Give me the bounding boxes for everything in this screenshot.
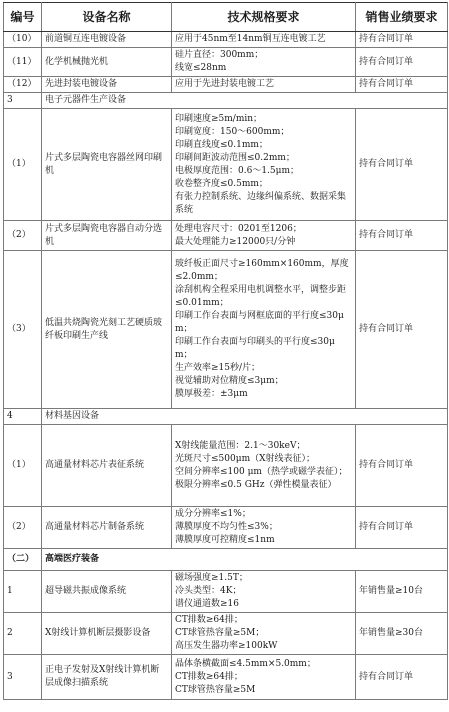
technical-spec <box>172 571 356 613</box>
sales-requirement: 持有合同订单 <box>356 221 448 251</box>
spec-line: 磁场强度≥1.5T； <box>175 573 248 583</box>
table-row <box>4 507 448 549</box>
spec-line: 应用于45nm至14nm铜互连电镀工艺 <box>175 34 326 44</box>
subsection-number: 4 <box>4 409 42 425</box>
spec-line: 谱仪通道数≥16 <box>175 599 239 609</box>
spec-line: 涂刮机构全程采用电机调整水平，调整步距≤0.01mm； <box>175 285 347 308</box>
subsection-title: 电子元器件生产设备 <box>42 93 448 109</box>
technical-spec <box>172 425 356 507</box>
row-number: （10） <box>4 32 42 48</box>
equipment-name: X射线计算机断层摄影设备 <box>42 613 172 655</box>
header-technical-spec: 技术规格要求 <box>172 3 356 32</box>
spec-line: CT排数≥64排； <box>175 615 243 625</box>
table-row <box>4 32 448 48</box>
spec-line: 有张力控制系统、边缘纠偏系统、数据采集系统 <box>175 191 347 215</box>
technical-spec <box>172 109 356 221</box>
row-number: 2 <box>4 613 42 655</box>
technical-spec <box>172 77 356 93</box>
table-row <box>4 613 448 655</box>
spec-line: 高压发生器功率≥100kW <box>175 641 278 651</box>
subsection-header-row <box>4 93 448 109</box>
table-row <box>4 425 448 507</box>
spec-line: 膜厚极差：±3μm <box>175 389 248 399</box>
row-number: （1） <box>4 109 42 221</box>
spec-line: 光斑尺寸≤500μm（X射线表征）； <box>175 453 316 464</box>
table-row <box>4 571 448 613</box>
spec-line: 印刷间距波动范围≤0.2mm； <box>175 152 295 163</box>
equipment-name: 高通量材料芯片表征系统 <box>42 425 172 507</box>
sales-requirement: 持有合同订单 <box>356 32 448 48</box>
spec-line: 生产效率≥15秒/片； <box>175 363 261 373</box>
sales-requirement: 年销售量≥10台 <box>356 571 448 613</box>
technical-spec <box>172 655 356 700</box>
section-number: （二） <box>4 549 42 571</box>
sales-requirement: 持有合同订单 <box>356 77 448 93</box>
technical-spec <box>172 507 356 549</box>
table-row <box>4 251 448 409</box>
sales-requirement: 年销售量≥30台 <box>356 613 448 655</box>
subsection-title: 材料基因设备 <box>42 409 448 425</box>
row-number: （2） <box>4 507 42 549</box>
table-header-row <box>4 3 448 32</box>
spec-line: 薄膜厚度可控精度≤1nm <box>175 535 275 545</box>
spec-line: 冷头类型：4K； <box>175 586 242 596</box>
header-sales-requirement: 销售业绩要求 <box>356 3 448 32</box>
spec-line: X射线能量范围：2.1～30keV； <box>175 440 306 451</box>
sales-requirement: 持有合同订单 <box>356 251 448 409</box>
row-number: （12） <box>4 77 42 93</box>
spec-line: 印刷宽度：150～600mm； <box>175 126 290 137</box>
subsection-header-row <box>4 409 448 425</box>
sales-requirement: 持有合同订单 <box>356 425 448 507</box>
spec-line: 最大处理能力≥12000只/分钟 <box>175 236 296 247</box>
equipment-name: 正电子发射及X射线计算机断层成像扫描系统 <box>42 655 172 700</box>
equipment-spec-table <box>3 2 448 700</box>
equipment-name: 高通量材料芯片制备系统 <box>42 507 172 549</box>
spec-line: 线宽≤28nm <box>175 63 227 73</box>
row-number: （1） <box>4 425 42 507</box>
row-number: （11） <box>4 48 42 77</box>
spec-line: 处理电容尺寸：0201至1206； <box>175 223 302 234</box>
spec-line: 印刷速度≥5m/min； <box>175 113 263 124</box>
sales-requirement: 持有合同订单 <box>356 655 448 700</box>
table-body <box>4 32 448 700</box>
table-row <box>4 48 448 77</box>
technical-spec <box>172 613 356 655</box>
table-row <box>4 655 448 700</box>
row-number: （2） <box>4 221 42 251</box>
spec-line: 印刷工作台表面与印刷头的平行度≤30μm； <box>175 337 335 360</box>
sales-requirement: 持有合同订单 <box>356 109 448 221</box>
equipment-name: 片式多层陶瓷电容器自动分选机 <box>42 221 172 251</box>
spec-line: 印刷工作台表面与网框底面的平行度≤30μm； <box>175 311 344 334</box>
row-number: 3 <box>4 655 42 700</box>
table-row <box>4 77 448 93</box>
header-number: 编号 <box>4 3 42 32</box>
spec-line: 晶体条横截面≤4.5mm×5.0mm； <box>175 658 316 669</box>
sales-requirement: 持有合同订单 <box>356 48 448 77</box>
spec-line: 成分分辨率≤1%； <box>175 509 251 519</box>
equipment-name: 片式多层陶瓷电容器丝网印刷机 <box>42 109 172 221</box>
technical-spec <box>172 251 356 409</box>
equipment-name: 低温共烧陶瓷光刻工艺硬质玻纤板印刷生产线 <box>42 251 172 409</box>
spec-line: 电极厚度范围：0.6～1.5μm； <box>175 165 300 176</box>
spec-line: CT球管热容量≥5M； <box>175 628 265 638</box>
row-number: （3） <box>4 251 42 409</box>
spec-line: 印刷直线度≤0.1mm； <box>175 139 268 150</box>
row-number: 1 <box>4 571 42 613</box>
table-row <box>4 109 448 221</box>
equipment-name: 化学机械抛光机 <box>42 48 172 77</box>
section-title: 高端医疗装备 <box>42 549 448 571</box>
sales-requirement: 持有合同订单 <box>356 507 448 549</box>
spec-line: 收卷整齐度≤0.5mm； <box>175 178 268 189</box>
section-header-row <box>4 549 448 571</box>
spec-line: 薄膜厚度不均匀性≤3%； <box>175 522 278 532</box>
header-equipment-name: 设备名称 <box>42 3 172 32</box>
technical-spec <box>172 32 356 48</box>
spec-line: 应用于先进封装电镀工艺 <box>175 79 275 89</box>
technical-spec <box>172 48 356 77</box>
technical-spec <box>172 221 356 251</box>
equipment-name: 前道铜互连电镀设备 <box>42 32 172 48</box>
spec-line: 空间分辨率≤100 μm（热学或磁学表征）； <box>175 466 348 477</box>
spec-line: 极限分辨率≤0.5 GHz（弹性模量表征） <box>175 479 337 490</box>
equipment-name: 超导磁共振成像系统 <box>42 571 172 613</box>
spec-line: CT排数≥64排； <box>175 671 243 682</box>
spec-line: 视觉辅助对位精度≤3μm； <box>175 376 284 386</box>
subsection-number: 3 <box>4 93 42 109</box>
spec-line: 硅片直径：300mm； <box>175 50 264 60</box>
spec-line: CT球管热容量≥5M <box>175 684 256 695</box>
spec-line: 玻纤板正面尺寸≥160mm×160mm，厚度≤2.0mm； <box>175 259 349 282</box>
table-row <box>4 221 448 251</box>
equipment-name: 先进封装电镀设备 <box>42 77 172 93</box>
